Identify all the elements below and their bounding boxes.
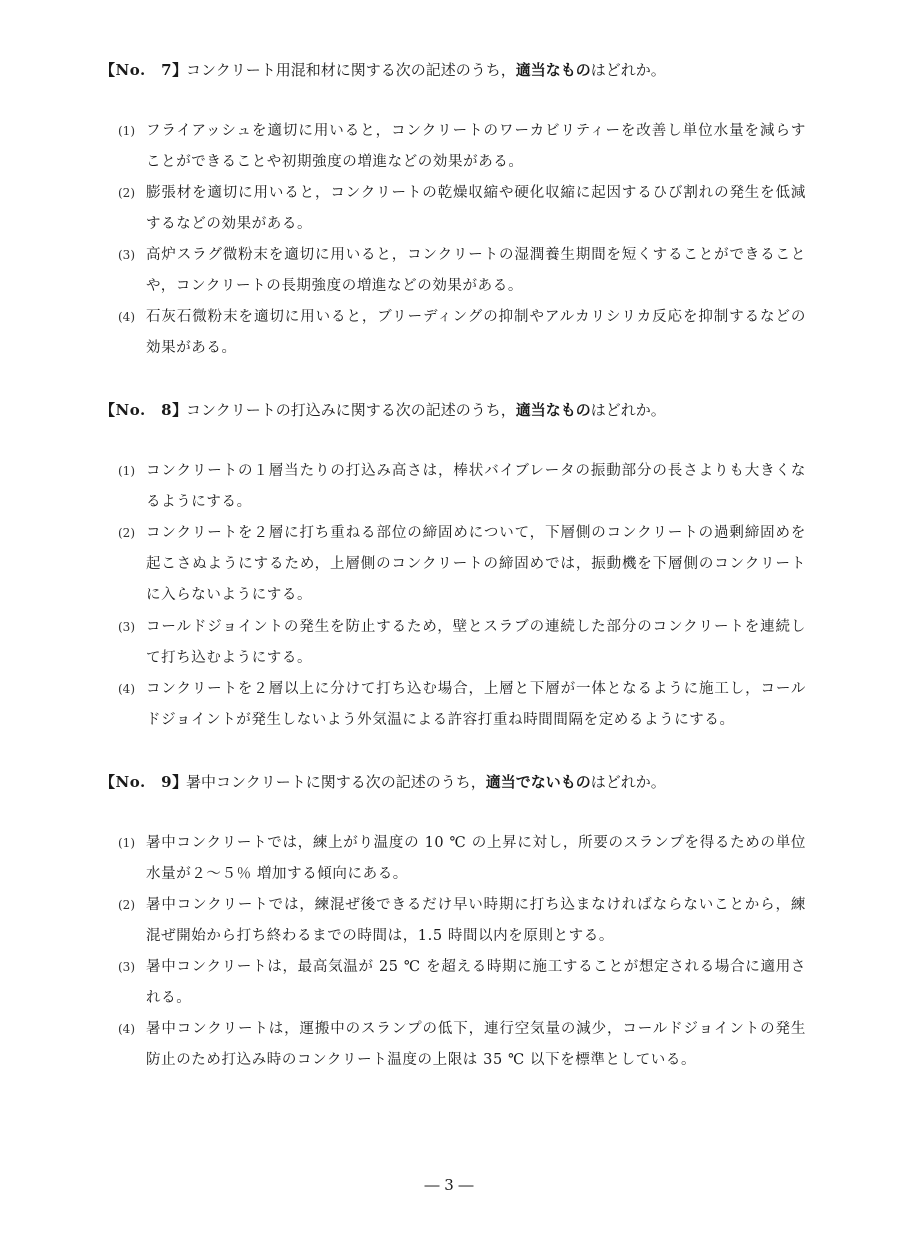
question-prompt: コンクリート用混和材に関する次の記述のうち， — [186, 61, 516, 79]
option-number: (4) — [118, 682, 135, 696]
option-number: (2) — [118, 186, 135, 200]
option-number: (2) — [118, 898, 135, 912]
question-prompt: コンクリートの打込みに関する次の記述のうち， — [186, 401, 516, 419]
option-number: (4) — [118, 310, 135, 324]
question-emphasis: 適当でないもの — [485, 773, 591, 791]
option-number: (3) — [118, 620, 135, 634]
option-text: 暑中コンクリートでは，練上がり温度の 10 ℃ の上昇に対し，所要のスランプを得るための単位水量が２～５％ 増加する傾向にある。 — [146, 835, 806, 882]
question-emphasis: 適当なもの — [515, 401, 591, 419]
option-text: 暑中コンクリートでは，練混ぜ後できるだけ早い時期に打ち込まなければならないことから，練混ぜ開始から打ち終わるまでの時間は，1.5 時間以内を原則とする。 — [146, 897, 806, 944]
question-8-option-2 — [118, 518, 808, 611]
option-text: コールドジョイントの発生を防止するため，壁とスラブの連続した部分のコンクリートを連続して打ち込むようにする。 — [146, 619, 806, 666]
question-7-option-2 — [118, 178, 808, 240]
option-number: (1) — [118, 836, 135, 850]
question-8-option-4 — [118, 674, 808, 736]
option-text: コンクリートを２層に打ち重ねる部位の締固めについて，下層側のコンクリートの過剰締固めを起こさぬようにするため，上層側のコンクリートの締固めでは，振動機を下層側のコンクリートに入らないようにする。 — [146, 525, 806, 603]
question-number: 【No. 9】 — [100, 773, 188, 791]
option-text: フライアッシュを適切に用いると，コンクリートのワーカビリティーを改善し単位水量を減らすことができることや初期強度の増進などの効果がある。 — [146, 123, 806, 170]
question-number: 【No. 8】 — [100, 401, 188, 419]
option-text: 膨張材を適切に用いると，コンクリートの乾燥収縮や硬化収縮に起因するひび割れの発生を低減するなどの効果がある。 — [146, 185, 806, 232]
question-prompt-end: はどれか。 — [590, 401, 666, 419]
question-8-option-3 — [118, 612, 808, 674]
option-text: 石灰石微粉末を適切に用いると，ブリーディングの抑制やアルカリシリカ反応を抑制するなどの効果がある。 — [146, 309, 806, 356]
option-number: (2) — [118, 526, 135, 540]
question-prompt-end: はどれか。 — [590, 61, 666, 79]
question-number: 【No. 7】 — [100, 61, 188, 79]
question-9-option-1 — [118, 828, 808, 890]
option-number: (3) — [118, 248, 135, 262]
option-text: 暑中コンクリートは，運搬中のスランプの低下，連行空気量の減少，コールドジョイントの発生防止のため打込み時のコンクリート温度の上限は 35 ℃ 以下を標準としている。 — [146, 1021, 806, 1068]
option-text: コンクリートを２層以上に分けて打ち込む場合，上層と下層が一体となるように施工し，コールドジョイントが発生しないよう外気温による許容打重ね時間間隔を定めるようにする。 — [146, 681, 806, 728]
option-text: 暑中コンクリートは，最高気温が 25 ℃ を超える時期に施工することが想定される場合に適用される。 — [146, 959, 806, 1006]
question-9-option-2 — [118, 890, 808, 952]
question-9-option-4 — [118, 1014, 808, 1076]
question-7-option-3 — [118, 240, 808, 302]
option-number: (4) — [118, 1022, 135, 1036]
question-prompt: 暑中コンクリートに関する次の記述のうち， — [186, 773, 486, 791]
option-number: (3) — [118, 960, 135, 974]
question-prompt-end: はどれか。 — [590, 773, 666, 791]
option-number: (1) — [118, 464, 135, 478]
option-text: 高炉スラグ微粉末を適切に用いると，コンクリートの湿潤養生期間を短くすることができることや，コンクリートの長期強度の増進などの効果がある。 — [146, 247, 806, 294]
option-number: (1) — [118, 124, 135, 138]
option-text: コンクリートの１層当たりの打込み高さは，棒状バイブレータの振動部分の長さよりも大きくなるようにする。 — [146, 463, 806, 510]
question-9-heading — [100, 770, 820, 794]
question-emphasis: 適当なもの — [515, 61, 591, 79]
question-8-option-1 — [118, 456, 808, 518]
question-8-heading — [100, 398, 820, 422]
question-9-option-3 — [118, 952, 808, 1014]
question-7-heading — [100, 58, 820, 82]
question-7-option-1 — [118, 116, 808, 178]
page-number: ― 3 ― — [424, 1176, 474, 1194]
question-7-option-4 — [118, 302, 808, 364]
